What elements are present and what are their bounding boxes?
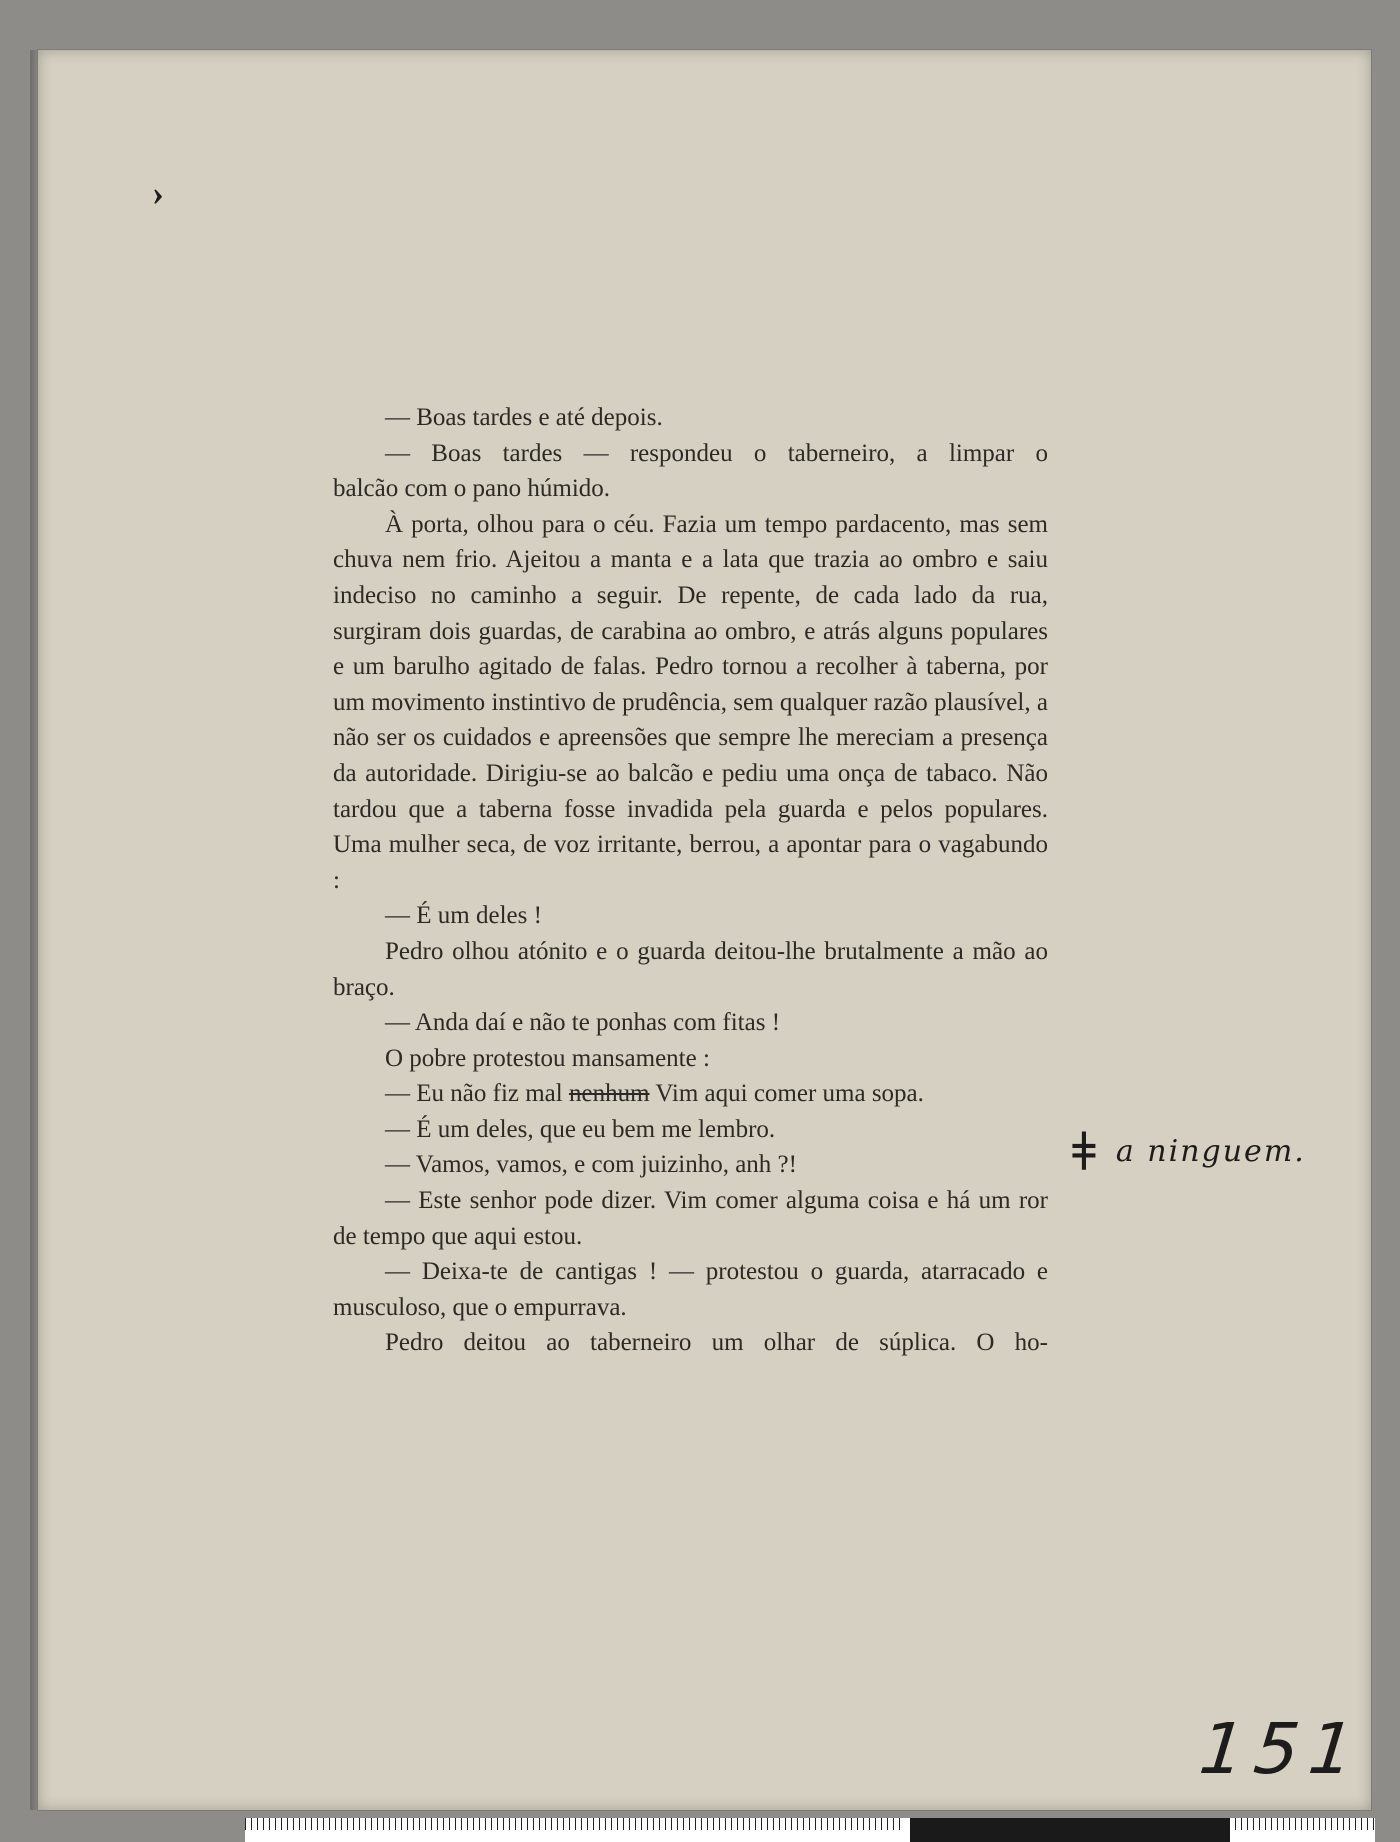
struck-word: nenhum bbox=[568, 1080, 650, 1108]
paragraph: — É um deles, que eu bem me lembro. bbox=[385, 1115, 776, 1143]
paragraph: — Vamos, vamos, e com juizinho, anh ?! bbox=[385, 1151, 797, 1179]
paragraphs-after bbox=[333, 1112, 1048, 1361]
paragraph: — Boas tardes e até depois. bbox=[385, 404, 663, 431]
paragraph: Pedro olhou atónito e o guarda deitou-lhe brutalmente a mão ao braço. bbox=[333, 937, 1048, 1001]
paragraph: — Deixa-te de cantigas ! — protestou o guarda, atarracado e musculoso, que o empurrava. bbox=[333, 1258, 1048, 1321]
paragraph: — É um deles ! bbox=[385, 902, 542, 930]
paragraph: — Este senhor pode dizer. Vim comer alguma coisa e há um ror de tempo que aqui estou. bbox=[333, 1187, 1048, 1250]
color-scale-bar bbox=[245, 1818, 1375, 1842]
paragraph: — Anda daí e não te ponhas com fitas ! bbox=[385, 1009, 781, 1037]
struck-line-before: — Eu não fiz mal bbox=[385, 1080, 569, 1108]
corner-mark: › bbox=[152, 173, 164, 213]
struck-line bbox=[333, 1076, 1048, 1112]
margin-note-text: a ninguem. bbox=[1115, 1134, 1306, 1169]
paragraph: À porta, olhou para o céu. Fazia um tempo pardacento, mas sem chuva nem frio. Ajeitou a manta e a lata que trazia ao ombro e saiu indeciso no caminho a seguir. De repente, de cada lado da rua, surgiram dois guardas, de carabina ao ombro, e atrás alguns populares e um barulho agitado de falas. Pedro tornou a recolher à taberna, por um movimento instintivo de prudência, sem qualquer razão plausível, a não ser os cuidados e apreensões que sempre lhe mereciam a presença da autoridade. Dirigiu-se ao balcão e pediu uma onça de tabaco. Não tardou que a taberna fosse invadida pela guarda e pelos populares. Uma mulher seca, de voz irritante, berrou, a apontar para o vagabundo : bbox=[333, 510, 1048, 894]
paragraph: — Boas tardes — respondeu o taberneiro, a limpar o bbox=[385, 439, 1048, 467]
scale-ticks bbox=[245, 1818, 905, 1830]
body-text bbox=[333, 400, 1048, 1361]
scale-ticks-right bbox=[1235, 1818, 1375, 1830]
paragraph: Pedro deitou ao taberneiro um olhar de súplica. O ho- bbox=[385, 1329, 1048, 1357]
paragraph: balcão com o pano húmido. bbox=[333, 475, 611, 503]
paragraphs-before bbox=[333, 400, 1048, 1076]
insertion-mark-icon: ǂ bbox=[1072, 1123, 1098, 1183]
struck-line-after: Vim aqui comer uma sopa. bbox=[649, 1080, 924, 1108]
scale-dark-block bbox=[910, 1818, 1230, 1842]
handwritten-margin-note bbox=[1072, 1123, 1306, 1183]
paragraph: O pobre protestou mansamente : bbox=[385, 1044, 710, 1072]
handwritten-page-number: 151 bbox=[1195, 1708, 1368, 1790]
